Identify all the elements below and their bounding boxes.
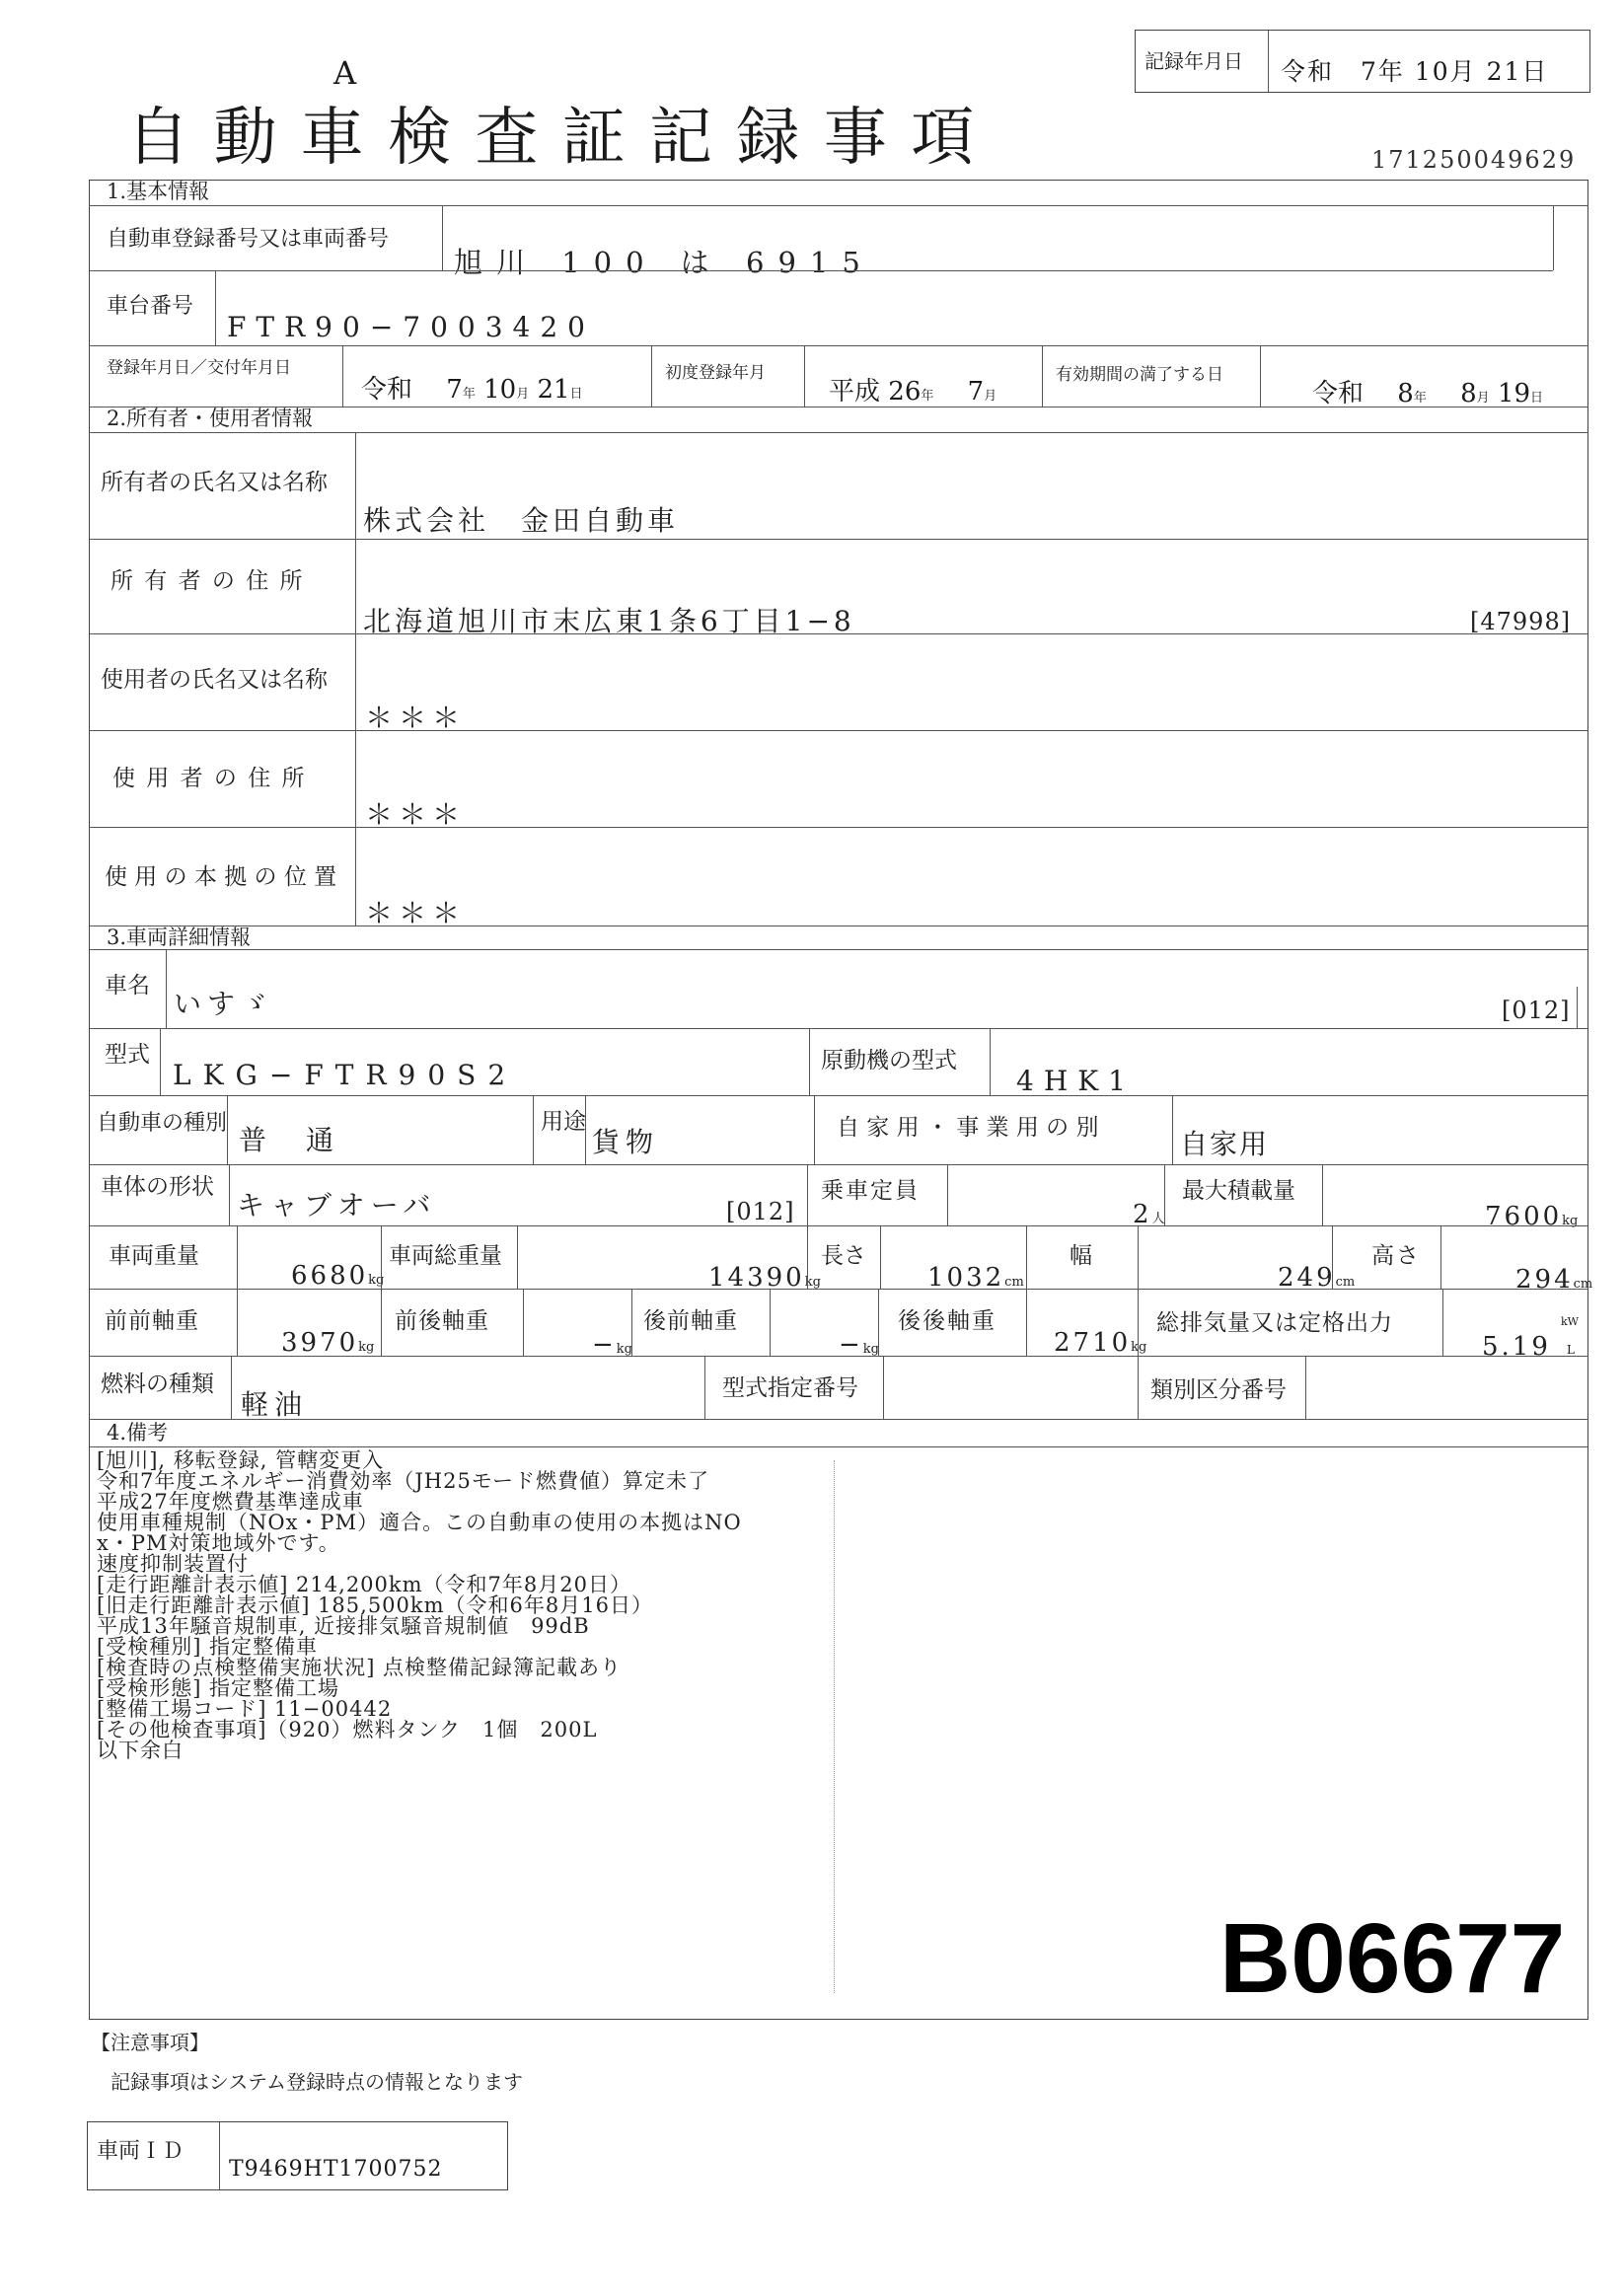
chassis-number: FTR90−7003420 <box>227 311 595 343</box>
front-front-axle-label: 前前軸重 <box>105 1308 199 1334</box>
displacement-unit-kw: kW <box>1561 1315 1579 1328</box>
vehicle-weight-label: 車両重量 <box>109 1243 199 1269</box>
usage: 貨物 <box>592 1126 660 1158</box>
vehicle-id: T9469HT1700752 <box>229 2157 443 2182</box>
engine-model: 4HK1 <box>1016 1065 1136 1097</box>
height-label: 高さ <box>1371 1243 1421 1269</box>
owner-name-label: 所有者の氏名又は名称 <box>101 470 328 495</box>
remarks-line: 平成27年度燃費基準達成車 <box>97 1490 364 1514</box>
section-4-heading: 4.備考 <box>107 1421 169 1444</box>
stamp-number: B06677 <box>1219 1903 1566 2014</box>
section-1-heading: 1.基本情報 <box>107 180 210 203</box>
body-shape: キャブオーバ <box>237 1189 437 1222</box>
body-shape-label: 車体の形状 <box>101 1174 214 1200</box>
remarks-line: [旭川], 移転登録, 管轄変更入 <box>97 1448 385 1472</box>
max-load: 7600kg <box>1485 1202 1579 1231</box>
section-3-heading: 3.車両詳細情報 <box>107 926 252 949</box>
classification-label: 類別区分番号 <box>1150 1377 1287 1403</box>
user-name: ＊＊＊ <box>365 702 467 734</box>
gross-weight-label: 車両総重量 <box>389 1243 502 1269</box>
remarks-line: [旧走行距離計表示値] 185,500km（令和6年8月16日） <box>97 1593 653 1617</box>
remarks-line: [受検形態] 指定整備工場 <box>97 1676 340 1700</box>
first-registration-label: 初度登録年月 <box>665 363 766 383</box>
section-2-heading: 2.所有者・使用者情報 <box>107 407 314 430</box>
remarks-line: 以下余白 <box>97 1739 184 1762</box>
notes-text: 記録事項はシステム登録時点の情報となります <box>111 2070 523 2094</box>
owner-name: 株式会社 金田自動車 <box>363 504 680 537</box>
model: LKG−FTR90S2 <box>173 1059 518 1091</box>
document-title: 自 動 車 検 査 証 記 録 事 項 <box>126 102 977 175</box>
height: 294cm <box>1515 1265 1593 1295</box>
displacement-label: 総排気量又は定格出力 <box>1156 1310 1393 1336</box>
base-location-label: 使 用 の 本 拠 の 位 置 <box>105 864 337 890</box>
notes-heading: 【注意事項】 <box>91 2031 209 2054</box>
remarks-line: 平成13年騒音規制車, 近接排気騒音規制値 99dB <box>97 1614 590 1638</box>
rear-front-axle: −kg <box>839 1330 879 1360</box>
remarks-line: 速度抑制装置付 <box>97 1552 249 1576</box>
chassis-number-label: 車台番号 <box>107 294 194 319</box>
engine-model-label: 原動機の型式 <box>821 1048 957 1074</box>
remarks-line: x・PM対策地域外です。 <box>97 1531 340 1555</box>
owner-address-code: [47998] <box>1470 608 1572 635</box>
car-name: いすゞ <box>174 988 275 1020</box>
front-rear-axle-label: 前後軸重 <box>395 1308 489 1334</box>
front-front-axle: 3970kg <box>281 1328 375 1358</box>
registration-number: 旭川 100 は 6915 <box>454 246 874 279</box>
user-address-label: 使 用 者 の 住 所 <box>112 766 307 791</box>
user-address: ＊＊＊ <box>365 798 467 831</box>
max-load-label: 最大積載量 <box>1182 1178 1295 1204</box>
owner-address: 北海道旭川市末広東1条6丁目1−8 <box>363 605 855 637</box>
model-label: 型式 <box>105 1042 150 1068</box>
remarks-line: [検査時の点検整備実施状況] 点検整備記録簿記載あり <box>97 1656 623 1679</box>
vehicle-kind-label: 自動車の種別 <box>97 1111 228 1136</box>
registration-date: 令和 7年 10月 21日 <box>361 375 583 405</box>
remarks-line: [受検種別] 指定整備車 <box>97 1635 319 1659</box>
expiry-date-label: 有効期間の満了する日 <box>1056 365 1223 385</box>
remarks-line: [整備工場コード] 11−00442 <box>97 1697 393 1721</box>
length: 1032cm <box>927 1263 1024 1293</box>
rear-rear-axle: 2710kg <box>1054 1328 1147 1358</box>
user-name-label: 使用者の氏名又は名称 <box>101 667 328 693</box>
owner-address-label: 所 有 者 の 住 所 <box>111 568 305 594</box>
capacity: 2人 <box>1133 1200 1165 1229</box>
car-name-label: 車名 <box>105 973 150 999</box>
remarks-line: [走行距離計表示値] 214,200km（令和7年8月20日） <box>97 1573 631 1596</box>
body-shape-code: [012] <box>726 1198 795 1225</box>
remarks-line: 使用車種規制（NOx・PM）適合。この自動車の使用の本拠はNO <box>97 1511 742 1534</box>
remarks-line: [その他検査事項]（920）燃料タンク 1個 200L <box>97 1718 598 1741</box>
remarks-line: 令和7年度エネルギー消費効率（JH25モード燃費値）算定未了 <box>97 1469 709 1493</box>
vehicle-weight: 6680kg <box>291 1261 385 1291</box>
width: 249cm <box>1278 1263 1356 1293</box>
usage-label: 用途 <box>541 1109 586 1135</box>
main-form-frame <box>89 180 1588 2020</box>
registration-number-label: 自動車登録番号又は車両番号 <box>107 227 390 252</box>
record-date-label: 記録年月日 <box>1144 49 1243 73</box>
front-rear-axle: −kg <box>592 1330 632 1360</box>
type-designation-label: 型式指定番号 <box>722 1375 858 1401</box>
vehicle-id-label: 車両ＩＤ <box>97 2139 185 2164</box>
registration-date-label: 登録年月日／交付年月日 <box>107 358 291 378</box>
width-label: 幅 <box>1070 1243 1092 1269</box>
expiry-date: 令和 8年 8月 19日 <box>1312 379 1544 408</box>
rear-front-axle-label: 後前軸重 <box>643 1308 738 1334</box>
private-business-label: 自 家 用 ・ 事 業 用 の 別 <box>837 1115 1099 1141</box>
gross-weight: 14390kg <box>708 1263 821 1293</box>
displacement: 5.19 <box>1482 1332 1551 1362</box>
capacity-label: 乗車定員 <box>821 1178 920 1204</box>
base-location: ＊＊＊ <box>365 897 467 929</box>
serial-number: 171250049629 <box>1371 146 1577 174</box>
rear-rear-axle-label: 後後軸重 <box>898 1308 997 1334</box>
first-registration: 平成 26年 7月 <box>829 377 997 407</box>
fuel-type: 軽油 <box>241 1388 309 1421</box>
vehicle-kind: 普 通 <box>239 1124 340 1156</box>
car-name-code: [012] <box>1502 997 1571 1024</box>
record-date-value: 令和 7年 10月 21日 <box>1281 57 1549 86</box>
displacement-unit-l: L <box>1567 1343 1575 1357</box>
private-business: 自家用 <box>1180 1128 1270 1160</box>
page-letter: A <box>333 54 357 92</box>
fuel-type-label: 燃料の種類 <box>101 1371 214 1397</box>
length-label: 長さ <box>821 1243 866 1269</box>
